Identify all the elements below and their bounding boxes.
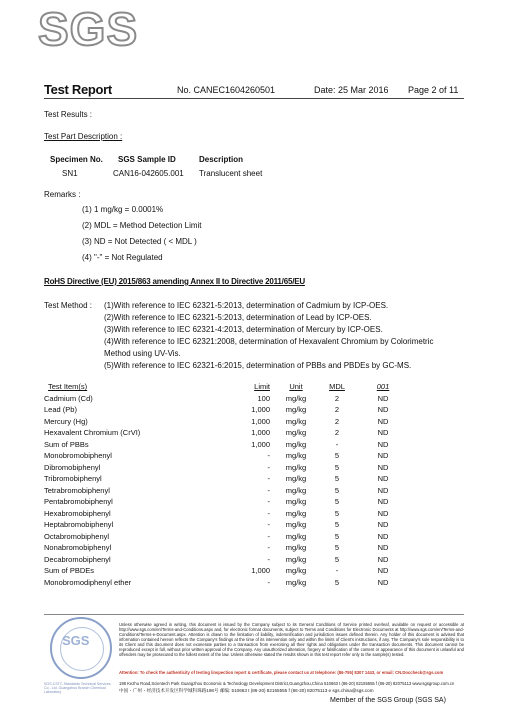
results-table: [44, 381, 408, 588]
specimen-sample-id: CAN16-042605.001: [113, 169, 184, 178]
cell-result-001: ND: [377, 439, 389, 449]
cell-limit: 1,000: [251, 566, 270, 576]
footer-address-en: 198 Kezhu Road,Scientech Park Guangzhou Economic & Technology Development District,Guangzhou,China 510663 t (86-20) 82155555 f (86-20) 82075113 www.sgsgroup.com.cn: [119, 681, 455, 686]
footer-address-cn: 中国・广州・经济技术开发区科学城科珠路198号 邮编: 510663 t (86-20) 82155555 f (86-20) 82075113 e sgs.china@sgs.com: [119, 688, 374, 693]
cell-mdl: 2: [334, 416, 340, 426]
cell-result-001: ND: [377, 428, 389, 438]
cell-test-item: Mercury (Hg): [44, 416, 88, 426]
results-row: [44, 554, 408, 566]
cell-unit: mg/kg: [285, 577, 307, 587]
test-method-line: Method using UV-Vis.: [104, 349, 181, 358]
results-row: [44, 416, 408, 428]
specimen-header-id: SGS Sample ID: [118, 155, 176, 164]
cell-limit: -: [267, 577, 270, 587]
cell-mdl: 5: [334, 543, 340, 553]
results-row: [44, 450, 408, 462]
results-row: [44, 473, 408, 485]
cell-test-item: Lead (Pb): [44, 405, 77, 415]
cell-test-item: Pentabromobiphenyl: [44, 497, 113, 507]
cell-test-item: Sum of PBBs: [44, 439, 89, 449]
cell-mdl: 5: [334, 451, 340, 461]
remark-item: (3) ND = Not Detected ( < MDL ): [82, 237, 197, 246]
cell-result-001: ND: [377, 485, 389, 495]
results-row: [44, 393, 408, 405]
cell-limit: 1,000: [251, 416, 270, 426]
cell-mdl: 5: [334, 462, 340, 472]
test-method-label: Test Method :: [44, 301, 93, 310]
results-row: [44, 565, 408, 577]
cell-test-item: Tribromobiphenyl: [44, 474, 102, 484]
cell-limit: 1,000: [251, 439, 270, 449]
cell-limit: -: [267, 531, 270, 541]
report-title: Test Report: [44, 82, 112, 97]
header-unit: Unit: [289, 382, 303, 392]
cell-test-item: Sum of PBDEs: [44, 566, 95, 576]
cell-unit: mg/kg: [285, 428, 307, 438]
cell-test-item: Monobromodiphenyl ether: [44, 577, 132, 587]
results-row: [44, 404, 408, 416]
remarks-label: Remarks :: [44, 190, 81, 199]
seal-caption: SGS-CSTC Standards Technical Services Co., Ltd. Guangzhou Branch Chemical Laboratory: [44, 682, 111, 694]
cell-unit: mg/kg: [285, 416, 307, 426]
directive-title: RoHS Directive (EU) 2015/863 amending Annex II to Directive 2011/65/EU: [44, 277, 305, 286]
cell-mdl: 2: [334, 405, 340, 415]
cell-result-001: ND: [377, 520, 389, 530]
report-number: No. CANEC1604260501: [177, 85, 276, 95]
specimen-description: Translucent sheet: [199, 169, 263, 178]
cell-limit: -: [267, 485, 270, 495]
specimen-header-desc: Description: [199, 155, 244, 164]
cell-limit: 1,000: [251, 428, 270, 438]
sgs-seal: [50, 617, 112, 679]
results-row: [44, 462, 408, 474]
sgs-logo: SGS: [38, 3, 139, 55]
cell-mdl: 5: [334, 554, 340, 564]
cell-limit: -: [267, 451, 270, 461]
cell-result-001: ND: [377, 508, 389, 518]
results-header-row: [44, 381, 408, 393]
cell-unit: mg/kg: [285, 566, 307, 576]
remark-item: (4) "-" = Not Regulated: [82, 253, 163, 262]
cell-unit: mg/kg: [285, 451, 307, 461]
cell-result-001: ND: [377, 577, 389, 587]
header-sample-001: 001: [376, 382, 390, 392]
results-row: [44, 508, 408, 520]
report-date: Date: 25 Mar 2016: [314, 85, 389, 95]
results-row: [44, 427, 408, 439]
header-limit: Limit: [254, 382, 270, 392]
specimen-no: SN1: [62, 169, 78, 178]
results-row: [44, 439, 408, 451]
results-row: [44, 485, 408, 497]
cell-test-item: Octabromobiphenyl: [44, 531, 110, 541]
cell-limit: 1,000: [251, 405, 270, 415]
cell-test-item: Cadmium (Cd): [44, 393, 93, 403]
cell-limit: -: [267, 554, 270, 564]
cell-unit: mg/kg: [285, 508, 307, 518]
page-number: Page 2 of 11: [408, 85, 459, 95]
cell-limit: -: [267, 543, 270, 553]
cell-test-item: Nonabromobiphenyl: [44, 543, 112, 553]
cell-unit: mg/kg: [285, 405, 307, 415]
remark-item: (1) 1 mg/kg = 0.0001%: [82, 205, 164, 214]
test-method-line: (2)With reference to IEC 62321-5:2013, determination of Lead by ICP-OES.: [104, 313, 372, 322]
cell-result-001: ND: [377, 566, 389, 576]
results-row: [44, 542, 408, 554]
test-method-line: (3)With reference to IEC 62321-4:2013, determination of Mercury by ICP-OES.: [104, 325, 383, 334]
cell-result-001: ND: [377, 405, 389, 415]
test-results-label: Test Results :: [44, 110, 93, 119]
results-row: [44, 531, 408, 543]
cell-unit: mg/kg: [285, 531, 307, 541]
cell-mdl: 5: [334, 497, 340, 507]
cell-limit: -: [267, 520, 270, 530]
cell-result-001: ND: [377, 451, 389, 461]
cell-test-item: Hexabromobiphenyl: [44, 508, 111, 518]
cell-result-001: ND: [377, 393, 389, 403]
cell-limit: -: [267, 497, 270, 507]
cell-mdl: 2: [334, 393, 340, 403]
cell-result-001: ND: [377, 497, 389, 507]
cell-result-001: ND: [377, 462, 389, 472]
cell-result-001: ND: [377, 554, 389, 564]
cell-test-item: Hexavalent Chromium (CrVI): [44, 428, 141, 438]
cell-test-item: Monobromobiphenyl: [44, 451, 112, 461]
cell-limit: -: [267, 474, 270, 484]
cell-mdl: -: [335, 439, 339, 449]
cell-result-001: ND: [377, 531, 389, 541]
results-row: [44, 519, 408, 531]
cell-test-item: Tetrabromobiphenyl: [44, 485, 110, 495]
cell-test-item: Heptabromobiphenyl: [44, 520, 114, 530]
header-test-item: Test Item(s): [48, 382, 88, 392]
test-method-line: (5)With reference to IEC 62321-6:2015, determination of PBBs and PBDEs by GC-MS.: [104, 361, 412, 370]
results-row: [44, 496, 408, 508]
cell-unit: mg/kg: [285, 462, 307, 472]
test-part-label: Test Part Description :: [44, 132, 123, 141]
footer-attention: Attention: To check the authenticity of testing /inspection report & certificate, please contact us at telephone: (86-755) 8307 1443, or email: CN.Doccheck@sgs.com: [119, 670, 444, 675]
cell-mdl: 5: [334, 577, 340, 587]
cell-mdl: -: [335, 566, 339, 576]
member-text: Member of the SGS Group (SGS SA): [330, 697, 446, 704]
cell-unit: mg/kg: [285, 485, 307, 495]
cell-unit: mg/kg: [285, 497, 307, 507]
cell-mdl: 2: [334, 428, 340, 438]
cell-unit: mg/kg: [285, 520, 307, 530]
cell-result-001: ND: [377, 416, 389, 426]
cell-mdl: 5: [334, 485, 340, 495]
cell-mdl: 5: [334, 531, 340, 541]
test-method-line: (1)With reference to IEC 62321-5:2013, determination of Cadmium by ICP-OES.: [104, 301, 389, 310]
cell-unit: mg/kg: [285, 393, 307, 403]
seal-logo: SGS: [62, 633, 90, 648]
results-row: [44, 577, 408, 589]
cell-unit: mg/kg: [285, 439, 307, 449]
cell-unit: mg/kg: [285, 554, 307, 564]
header-divider: [44, 98, 464, 99]
cell-limit: -: [267, 462, 270, 472]
footer-disclaimer: Unless otherwise agreed in writing, this document is issued by the Company subject to its General Conditions of Service printed overleaf, available on request or accessible at http://www.sgs.com/en/Terms-and-Conditions.aspx and, for electronic format documents, subject to Terms and Conditions for Electronic Documents at http://www.sgs.com/en/Terms-and-Conditions/Terms-e-Document.aspx. Attention is drawn to the limitation of liability, indemnification and jurisdiction issues defined therein. Any holder of this document is advised that information contained hereon reflects the Company's findings at the time of its intervention only and within the limits of Client's instructions, if any. The Company's sole responsibility is to its Client and this document does not exonerate parties to a transaction from exercising all their rights and obligations under the transaction documents. This document cannot be reproduced except in full, without prior written approval of the Company. Any unauthorized alteration, forgery or falsification of the content or appearance of this document is unlawful and offenders may be prosecuted to the fullest extent of the law. Unless otherwise stated the results shown in this test report refer only to the sample(s) tested.: [119, 622, 464, 657]
cell-limit: 100: [257, 393, 270, 403]
cell-mdl: 5: [334, 520, 340, 530]
header-mdl: MDL: [329, 382, 345, 392]
cell-result-001: ND: [377, 474, 389, 484]
test-method-line: (4)With reference to IEC 62321:2008, determination of Hexavalent Chromium by Colorimetric: [104, 337, 434, 346]
footer-divider: [44, 614, 464, 615]
cell-mdl: 5: [334, 508, 340, 518]
cell-result-001: ND: [377, 543, 389, 553]
specimen-header-no: Specimen No.: [50, 155, 103, 164]
cell-test-item: Dibromobiphenyl: [44, 462, 101, 472]
cell-unit: mg/kg: [285, 474, 307, 484]
cell-unit: mg/kg: [285, 543, 307, 553]
cell-mdl: 5: [334, 474, 340, 484]
cell-limit: -: [267, 508, 270, 518]
cell-test-item: Decabromobiphenyl: [44, 554, 111, 564]
remark-item: (2) MDL = Method Detection Limit: [82, 221, 202, 230]
